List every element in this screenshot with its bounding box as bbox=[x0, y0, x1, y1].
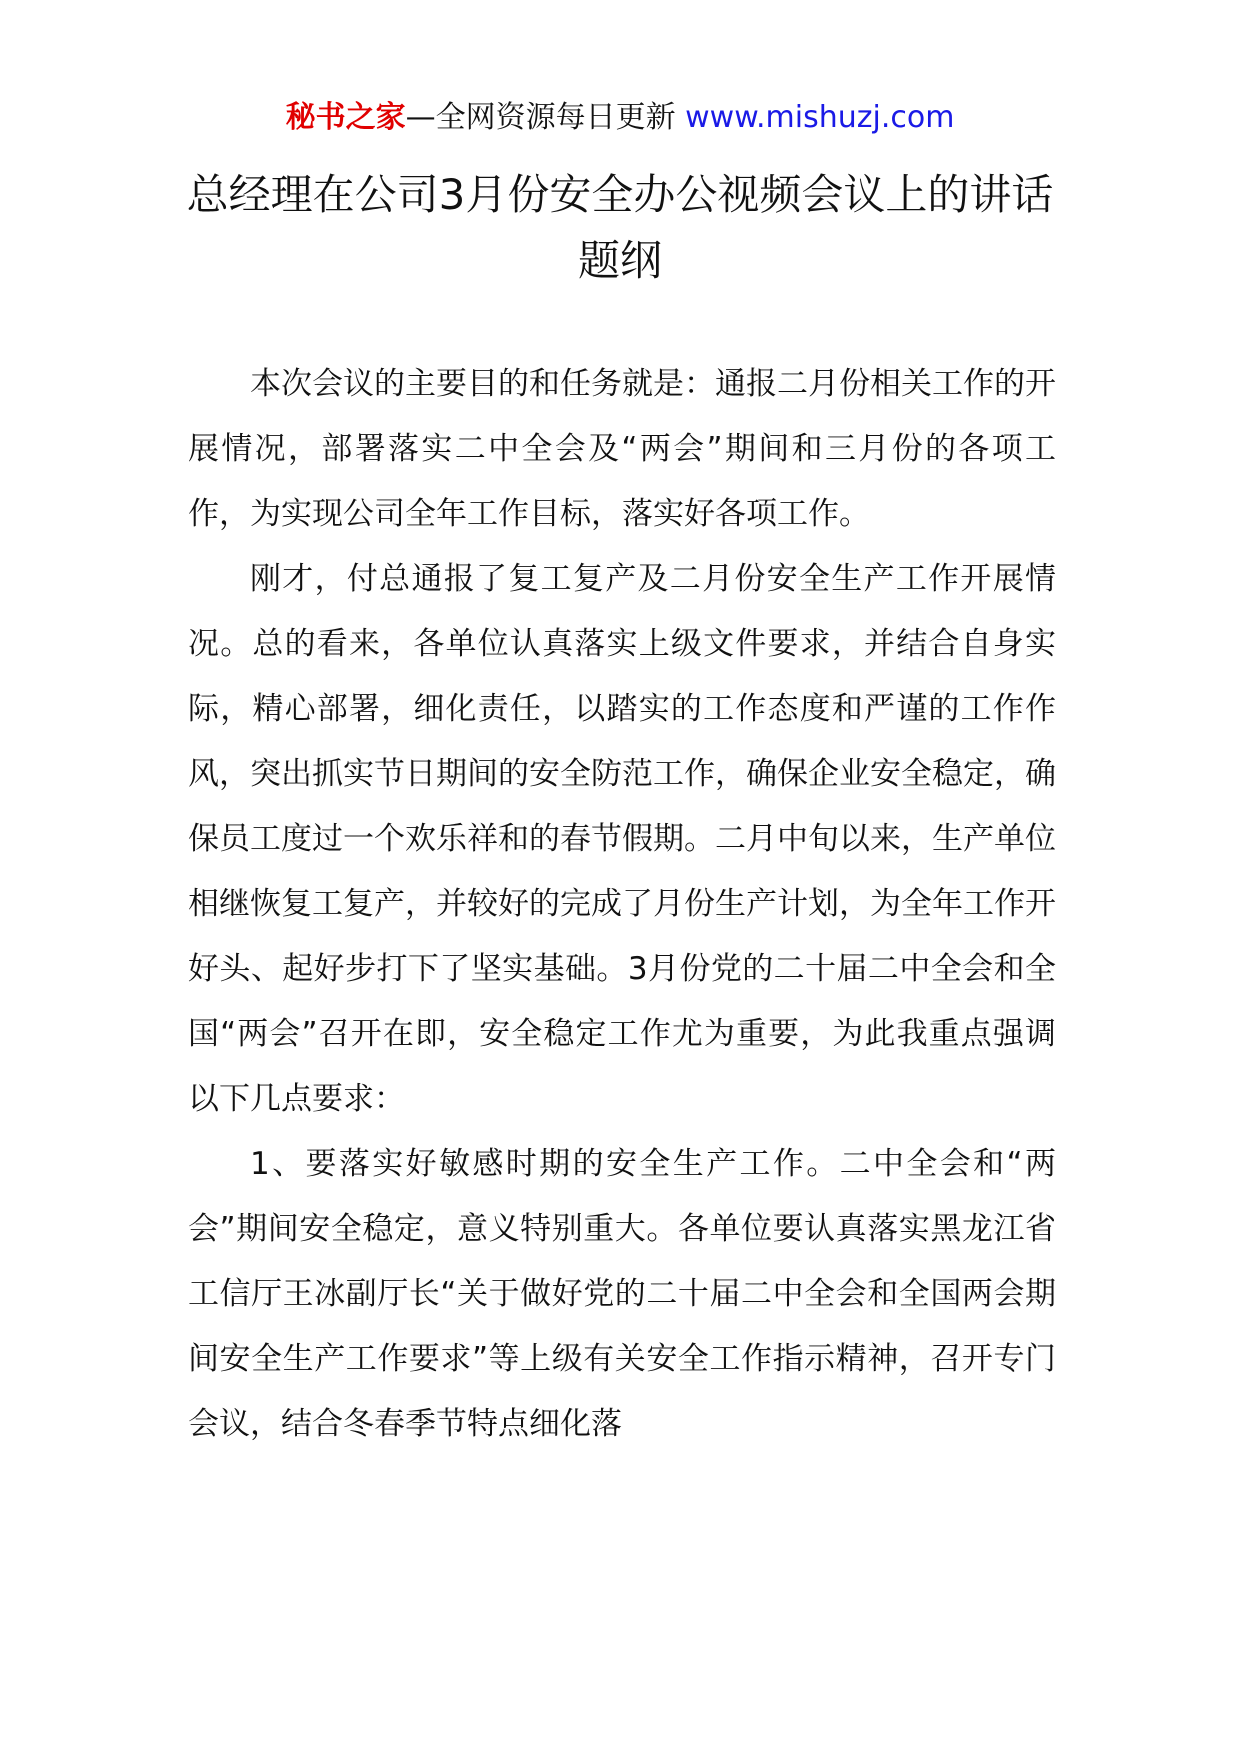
paragraph-3: 1、要落实好敏感时期的安全生产工作。二中全会和“两会”期间安全稳定，意义特别重大。各单位要认真落实黑龙江省工信厅王冰副厅长“关于做好党的二十届二中全会和全国两会期间安全生产工作要求”等上级有关安全工作指示精神，召开专门会议，结合冬春季节特点细化落 bbox=[188, 1146, 1056, 1442]
brand-name: 秘书之家 bbox=[285, 100, 406, 135]
paragraph-2: 刚才，付总通报了复工复产及二月份安全生产工作开展情况。总的看来，各单位认真落实上级文件要求，并结合自身实际，精心部署，细化责任，以踏实的工作态度和严谨的工作作风，突出抓实节日期间的安全防范工作，确保企业安全稳定，确保员工度过一个欢乐祥和的春节假期。二月中旬以来，生产单位相继恢复工复产，并较好的完成了月份生产计划，为全年工作开好头、起好步打下了坚实基础。3月份党的二十届二中全会和全国“两会”召开在即，安全稳定工作尤为重要，为此我重点强调以下几点要求： bbox=[188, 561, 1056, 1117]
document-title: 总经理在公司3月份安全办公视频会议上的讲话题纲 bbox=[186, 170, 1054, 285]
paragraph-1: 本次会议的主要目的和任务就是：通报二月份相关工作的开展情况，部署落实二中全会及“两会”期间和三月份的各项工作，为实现公司全年工作目标，落实好各项工作。 bbox=[188, 366, 1056, 532]
document-body bbox=[188, 352, 1056, 1457]
site-header bbox=[0, 96, 1240, 140]
website-link[interactable]: www.mishuzj.com bbox=[685, 100, 955, 135]
header-slogan: —全网资源每日更新 bbox=[405, 100, 676, 135]
